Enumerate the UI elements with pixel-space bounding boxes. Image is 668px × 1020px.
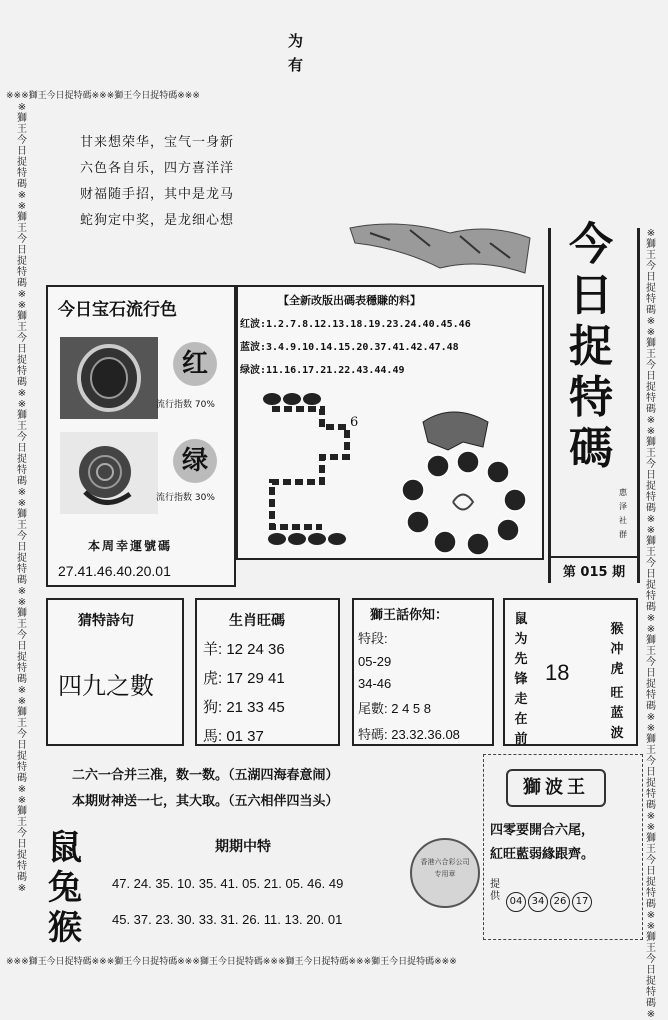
wave-king-line-2: 紅旺藍弱緣跟齊。	[490, 847, 595, 862]
left-side-banner: ※獅王今日捉特碼※※獅王今日捉特碼※※獅王今日捉特碼※※獅王今日捉特碼※※獅王今日捉特碼※※獅王今日捉特碼※※獅王今日捉特碼※※獅王今日捉特碼※	[17, 102, 27, 894]
title-char-4: 特	[569, 372, 613, 423]
seal-text: 香港六合彩公司 专用章	[420, 858, 470, 878]
top-banner: ※※※獅王今日捉特碼※※※獅王今日捉特碼※※※	[6, 91, 200, 101]
offer-number: 26	[550, 892, 570, 912]
green-index: 流行指数 30%	[156, 493, 215, 503]
lion-row: 34-46	[358, 676, 392, 691]
hint-col-1: 鼠为先锋走在前	[514, 612, 528, 747]
title-sub: 惠泽社群	[619, 488, 627, 539]
green-wave-row: 绿波:11.16.17.21.22.43.44.49	[240, 365, 405, 376]
title-char-1: 今	[569, 219, 613, 270]
offer-numbers	[506, 889, 594, 912]
gem-color-panel	[46, 285, 236, 587]
lucky-numbers: 27.41.46.40.20.01	[58, 563, 171, 579]
number-puzzle-graphic	[252, 387, 392, 552]
hint-line-2: 本期财神送一七，其大取。（五六相伴四当头）	[72, 794, 339, 809]
header-char-1: 为	[288, 32, 304, 50]
offer-number: 34	[528, 892, 548, 912]
hits-title: 期期中特	[215, 839, 271, 855]
zodiac-title: 生肖旺碼	[229, 613, 285, 629]
poem-line: 蛇狗定中奖，是龙细心想	[80, 213, 235, 228]
blue-wave-row: 蓝波:3.4.9.10.14.15.20.37.41.42.47.48	[240, 342, 459, 353]
zodiac-hint-box	[503, 598, 638, 746]
lion-row: 特段:	[358, 631, 388, 646]
red-char: 红	[173, 342, 217, 386]
zodiac-row: 狗: 21 33 45	[203, 699, 285, 716]
red-index: 流行指数 70%	[156, 400, 215, 410]
zodiac-box	[195, 598, 340, 746]
poem-line: 甘来想荣华，宝气一身新	[80, 135, 235, 150]
lion-ball-ring-graphic	[393, 402, 543, 557]
hint-line-1: 二六一合并三准，数一数。（五湖四海春意闹）	[72, 768, 339, 783]
offer-number: 17	[572, 892, 592, 912]
hits-row-1: 47. 24. 35. 10. 35. 41. 05. 21. 05. 46. 49	[112, 876, 344, 891]
hint-number: 18	[545, 660, 570, 685]
company-seal	[410, 838, 480, 908]
wave-title: 【全新改版出碼表穩賺的料】	[278, 294, 421, 307]
poem-block	[80, 131, 234, 235]
lucky-title: 本周幸運號碼	[88, 539, 173, 553]
hits-row-2: 45. 37. 23. 30. 33. 31. 26. 11. 13. 20. 01	[112, 912, 343, 927]
title-char-3: 捉	[569, 321, 613, 372]
right-side-banner: ※獅王今日捉特碼※※獅王今日捉特碼※※獅王今日捉特碼※※獅王今日捉特碼※※獅王今日捉特碼※※獅王今日捉特碼※※獅王今日捉特碼※※獅王今日捉特碼※	[646, 228, 656, 1020]
puzzle-digit: 6	[350, 415, 359, 430]
lion-row: 05-29	[358, 654, 392, 669]
zodiac-row: 羊: 12 24 36	[203, 641, 285, 658]
guess-poem-text: 四九之數	[58, 672, 154, 700]
poem-line: 财福随手招，其中是龙马	[80, 187, 235, 202]
guess-poem-box	[46, 598, 184, 746]
issue-number: 第 015 期	[551, 556, 637, 580]
hint-col-3: 旺蓝波	[610, 686, 624, 741]
gem-title: 今日宝石流行色	[58, 300, 177, 320]
big-zodiac-3: 猴	[48, 908, 82, 948]
big-zodiac-1: 鼠	[48, 828, 82, 868]
lion-says-box	[352, 598, 494, 746]
zodiac-row: 虎: 17 29 41	[203, 670, 285, 687]
right-title-column	[548, 219, 640, 583]
lion-row: 特碼: 23.32.36.08	[358, 727, 460, 742]
wave-king-line-1: 四零要開合六尾，	[490, 823, 595, 838]
decorative-lion-strip	[340, 218, 540, 278]
lion-row: 尾數: 2 4 5 8	[358, 701, 431, 716]
header-char-2: 有	[288, 56, 304, 74]
offer-label: 提供	[490, 879, 500, 902]
wave-king-panel	[483, 754, 643, 940]
hint-col-2: 猴冲虎	[610, 622, 624, 677]
red-gem-image	[60, 337, 158, 419]
title-char-2: 日	[569, 270, 613, 321]
offer-number: 04	[506, 892, 526, 912]
title-char-5: 碼	[569, 423, 613, 474]
lion-title: 獅王話你知：	[370, 608, 449, 623]
wave-king-stamp: 獅波王	[506, 769, 606, 807]
bottom-banner: ※※※獅王今日捉特碼※※※獅王今日捉特碼※※※獅王今日捉特碼※※※獅王今日捉特碼※※※獅王今日捉特碼※※※	[6, 957, 457, 967]
green-char: 绿	[173, 439, 217, 483]
green-gem-image	[60, 432, 158, 514]
big-zodiac-2: 兔	[48, 868, 82, 908]
wave-chart-panel	[236, 285, 544, 560]
zodiac-row: 馬: 01 37	[203, 728, 264, 745]
guess-poem-title: 猜特詩句	[78, 613, 134, 629]
poem-line: 六色各自乐，四方喜洋洋	[80, 161, 235, 176]
red-wave-row: 红波:1.2.7.8.12.13.18.19.23.24.40.45.46	[240, 319, 471, 330]
